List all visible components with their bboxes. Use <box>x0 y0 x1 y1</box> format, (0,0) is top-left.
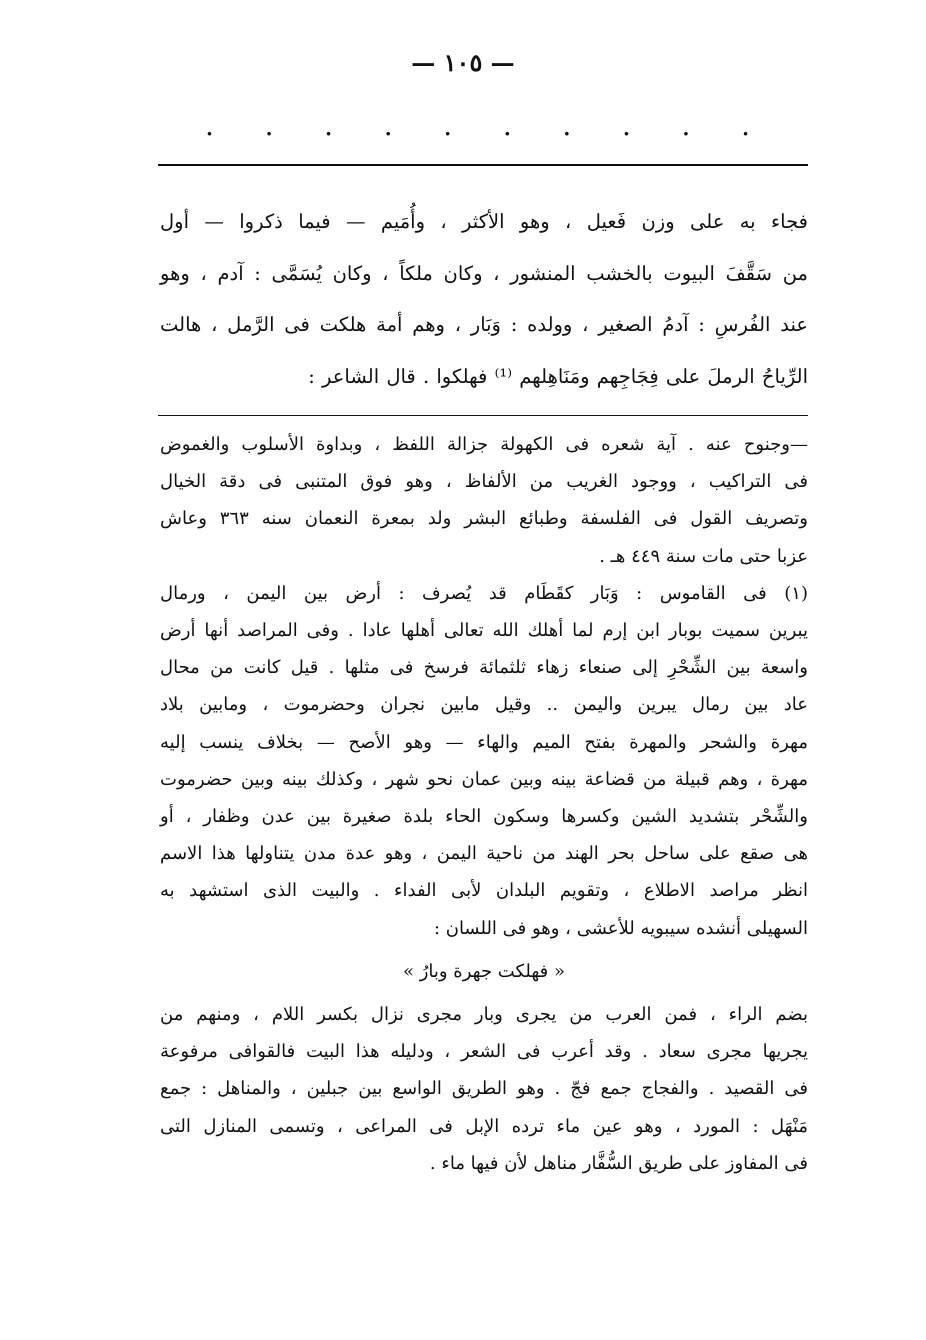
separator-dot: . <box>443 109 453 142</box>
footnote-line: مَنْهَل : المورد ، وهو عين ماء ترده الإبل فى المراعى ، وتسمى المنازل التى <box>160 1115 808 1137</box>
footnote-line: وتصريف القول فى الفلسفة وطبائع البشر ولد بمعرة النعمان سنه ٣٦٣ وعاش <box>160 508 808 530</box>
quoted-verse: « فهلكت جهرة وبارُ » <box>402 960 566 982</box>
footnote-line: عاد بين رمال يبرين واليمن .. وقيل مابين نجران وحضرموت ، ومابين بلاد <box>160 694 808 716</box>
main-text-line: الرِّياحُ الرملَ على فِجَاجِهم ومَنَاهِلهم ⁽¹⁾ فهلكوا . قال الشاعر : <box>308 364 808 388</box>
main-text-line: من سَقَّفَ البيوت بالخشب المنشور ، وكان ملكاً ، وكان يُسَمَّى : آدم ، وهو <box>160 261 808 285</box>
footnote-line: هى صقع على ساحل بحر الهند من ناحية اليمن ، وهو عدة مدن يتناولها هذا الاسم <box>160 843 808 865</box>
main-text <box>160 196 808 402</box>
footnote-line: انظر مراصد الاطلاع ، وتقويم البلدان لأبى الفداء . والبيت الذى استشهد به <box>160 880 808 902</box>
footnote-line: بضم الراء ، فمن العرب من يجرى وبار مجرى نزال بكسر اللام ، ومنهم من <box>160 1004 808 1026</box>
footnote-line: السهيلى أنشده سيبويه للأعشى ، وهو فى اللسان : <box>433 917 808 939</box>
footnote-line: فى القصيد . والفجاج جمع فجّ . وهو الطريق الواسع بين جبلين ، والمناهل : جمع <box>160 1078 808 1100</box>
footnote-line: والشِّحْر بتشديد الشين وكسرها وسكون الحاء بلدة صغيرة بين عدن وظفار ، أو <box>160 806 808 828</box>
footnote-line: عزبا حتى مات سنة ٤٤٩ هـ . <box>599 545 808 567</box>
footnotes <box>160 426 808 1182</box>
page-number: — ١٠٥ — <box>411 48 515 77</box>
separator-dot: . <box>562 109 572 142</box>
footnote-line: (١) فى القاموس : وَبَار كقَطَام قد يُصرف : أرض بين اليمن ، ورمال <box>160 582 808 604</box>
separator-dots <box>205 109 750 142</box>
separator-dot: . <box>205 109 214 142</box>
separator-dot: . <box>681 109 691 142</box>
footnote-line: فى المفاوز على طريق السُّفَّار مناهل لأن فيها ماء . <box>429 1152 808 1174</box>
footnote-line: مهرة ، وهم قبيلة من قضاعة بينه وبين عمان نحو شهر ، وكذلك بينه وبين حضرموت <box>160 768 808 790</box>
main-text-line: فجاء به على وزن فَعيل ، وهو الأكثر ، وأُمَيم — فيما ذكروا — أول <box>160 210 808 233</box>
separator-dot: . <box>324 109 334 142</box>
separator-dot: . <box>264 109 274 142</box>
footnote-line: يبرين سميت بوبار ابن إرم لما أهلك الله تعالى أهلها عادا . وفى المراصد أنها أرض <box>160 620 808 642</box>
separator-dot: . <box>502 109 512 142</box>
footnote-divider <box>158 415 808 416</box>
separator-dot: . <box>741 109 750 142</box>
footnote-line: —وجنوح عنه . آية شعره فى الكهولة جزالة اللفظ ، وبداوة الأسلوب والغموض <box>160 434 808 455</box>
footnote-line: يجريها مجرى سعاد . وقد أعرب فى الشعر ، ودليله هذا البيت فالقوافى مرفوعة <box>160 1041 808 1063</box>
main-text-line: عند الفُرسِ : آدمُ الصغير ، وولده : وَبَار ، وهم أمة هلكت فى الرَّمل ، هالت <box>160 313 808 336</box>
footnote-line: واسعة بين الشِّحْرِ إلى صنعاء زهاء ثلثمائة فرسخ فى مثلها . قيل كانت من محال <box>160 657 808 679</box>
separator-dot: . <box>383 109 393 142</box>
footnote-line: مهرة والشحر والمهرة بفتح الميم والهاء — وهو الأصح — بخلاف ينسب إليه <box>160 731 808 753</box>
top-divider <box>158 164 808 166</box>
separator-dot: . <box>621 109 631 142</box>
footnote-line: فى التراكيب ، ووجود الغريب من الألفاظ ، وهو فوق المتنبى فى دقة الخيال <box>160 471 808 493</box>
